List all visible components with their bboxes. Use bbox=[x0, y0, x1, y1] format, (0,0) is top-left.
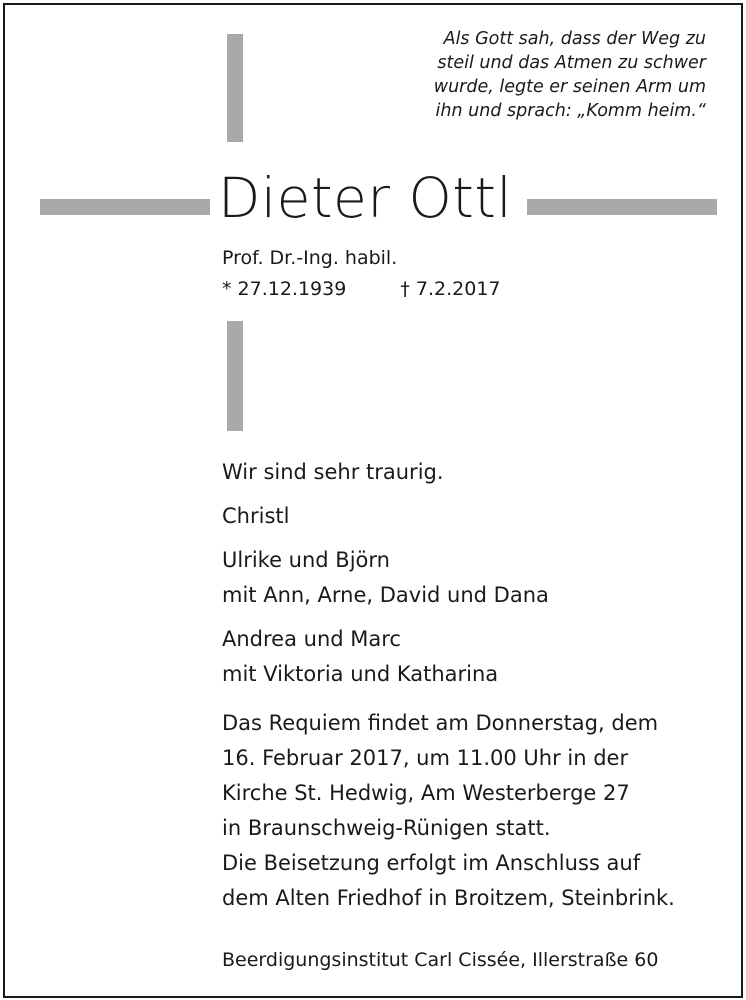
service-line: Kirche St. Hedwig, Am Westerberge 27 bbox=[222, 781, 630, 805]
cross-left-bar bbox=[40, 199, 210, 215]
mourner-family-1: Ulrike und Björn bbox=[222, 548, 390, 572]
service-line: Das Requiem findet am Donnerstag, dem bbox=[222, 711, 659, 735]
service-info bbox=[222, 706, 732, 916]
service-line: in Braunschweig-Rünigen statt. bbox=[222, 816, 551, 840]
quote-line: steil und das Atmen zu schwer bbox=[437, 53, 706, 73]
intro-text: Wir sind sehr traurig. bbox=[222, 460, 444, 484]
service-line: Die Beisetzung erfolgt im Anschluss auf bbox=[222, 851, 641, 875]
quote-line: Als Gott sah, dass der Weg zu bbox=[443, 29, 706, 49]
birth-date: * 27.12.1939 bbox=[222, 278, 347, 300]
cross-right-bar bbox=[527, 199, 717, 215]
memorial-quote bbox=[404, 27, 706, 123]
academic-title: Prof. Dr.-Ing. habil. bbox=[222, 247, 398, 269]
quote-line: ihn und sprach: „Komm heim.“ bbox=[435, 101, 706, 121]
death-date: † 7.2.2017 bbox=[400, 278, 501, 300]
mourners-section bbox=[222, 455, 732, 916]
service-line: dem Alten Friedhof in Broitzem, Steinbrink. bbox=[222, 886, 675, 910]
mourner-family-1-children: mit Ann, Arne, David und Dana bbox=[222, 583, 549, 607]
deceased-name: Dieter Ottl bbox=[218, 166, 513, 230]
mourner-family-2: Andrea und Marc bbox=[222, 627, 401, 651]
service-line: 16. Februar 2017, um 11.00 Uhr in der bbox=[222, 746, 629, 770]
undertaker-info: Beerdigungsinstitut Carl Cissée, Illerstraße 60 bbox=[222, 949, 659, 971]
mourner-family-2-children: mit Viktoria und Katharina bbox=[222, 662, 499, 686]
mourner-spouse: Christl bbox=[222, 504, 290, 528]
cross-bottom-bar bbox=[227, 321, 243, 431]
life-dates bbox=[222, 274, 501, 304]
cross-top-bar bbox=[227, 34, 243, 142]
quote-line: wurde, legte er seinen Arm um bbox=[433, 77, 706, 97]
